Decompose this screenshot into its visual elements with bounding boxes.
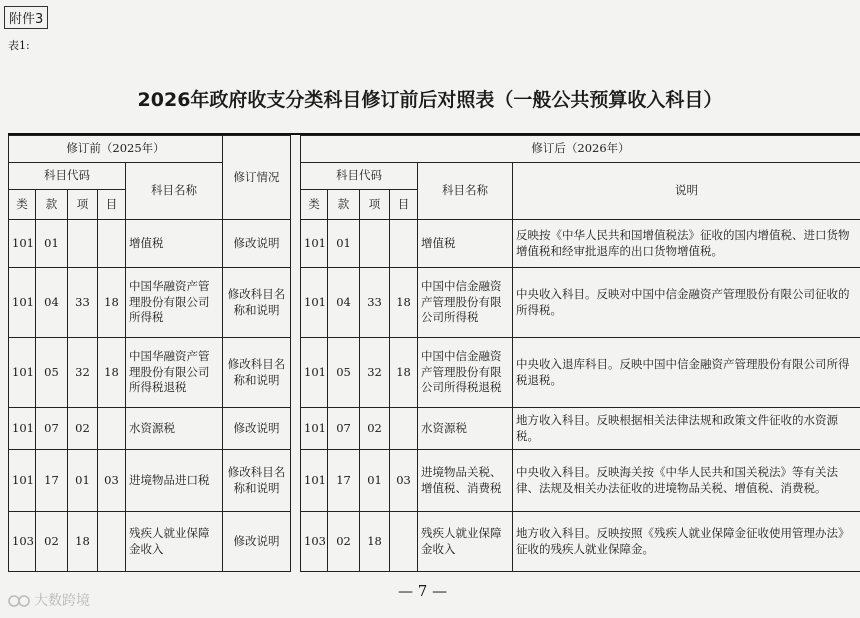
gap-cell: [291, 450, 301, 512]
old-xiang-cell: [68, 220, 98, 268]
new-kuan-cell: 07: [328, 408, 360, 450]
old-mu-cell: 03: [98, 450, 126, 512]
old-kuan-cell: 02: [36, 512, 68, 572]
revision-cell: 修改说明: [223, 512, 291, 572]
logo-icon: [8, 594, 30, 608]
old-name-header: 科目名称: [126, 163, 223, 220]
old-lei-cell: 101: [9, 408, 36, 450]
gap-cell: [291, 512, 301, 572]
old-xiang-cell: 02: [68, 408, 98, 450]
old-xiang-header: 项: [68, 190, 98, 220]
new-name-cell: 中国中信金融资产管理股份有限公司所得税退税: [418, 338, 513, 408]
description-cell: 中央收入科目。反映海关按《中华人民共和国关税法》等有关法律、法规及相关办法征收的进境物品关税、增值税、消费税。: [513, 450, 860, 512]
old-mu-cell: [98, 220, 126, 268]
new-name-cell: 增值税: [418, 220, 513, 268]
new-name-cell: 进境物品关税、增值税、消费税: [418, 450, 513, 512]
old-code-header: 科目代码: [9, 163, 126, 190]
old-xiang-cell: 33: [68, 268, 98, 338]
old-lei-cell: 103: [9, 512, 36, 572]
description-cell: 中央收入退库科目。反映中国中信金融资产管理股份有限公司所得税退税。: [513, 338, 860, 408]
old-lei-cell: 101: [9, 268, 36, 338]
table-row: [9, 450, 860, 512]
gap-cell: [291, 220, 301, 268]
new-mu-cell: 18: [390, 268, 418, 338]
annex-label: 附件3: [4, 6, 48, 29]
old-mu-cell: [98, 512, 126, 572]
revision-cell: 修改科目名称和说明: [223, 268, 291, 338]
new-kuan-cell: 05: [328, 338, 360, 408]
old-name-cell: 进境物品进口税: [126, 450, 223, 512]
new-kuan-cell: 02: [328, 512, 360, 572]
old-mu-cell: 18: [98, 268, 126, 338]
old-xiang-cell: 01: [68, 450, 98, 512]
new-mu-cell: 18: [390, 338, 418, 408]
old-kuan-header: 款: [36, 190, 68, 220]
new-lei-cell: 101: [301, 220, 328, 268]
new-xiang-cell: 33: [360, 268, 390, 338]
old-name-cell: 增值税: [126, 220, 223, 268]
new-mu-cell: [390, 408, 418, 450]
new-xiang-cell: 02: [360, 408, 390, 450]
old-kuan-cell: 01: [36, 220, 68, 268]
table-row: [9, 268, 860, 338]
table-row: [9, 512, 860, 572]
new-lei-header: 类: [301, 190, 328, 220]
new-mu-header: 目: [390, 190, 418, 220]
desc-header: 说明: [513, 163, 860, 220]
gap-cell: [291, 408, 301, 450]
new-name-cell: 残疾人就业保障金收入: [418, 512, 513, 572]
old-name-cell: 水资源税: [126, 408, 223, 450]
old-lei-cell: 101: [9, 450, 36, 512]
new-mu-cell: 03: [390, 450, 418, 512]
document-title: 2026年政府收支分类科目修订前后对照表（一般公共预算收入科目）: [137, 89, 723, 111]
page-number: — 7 —: [398, 582, 448, 600]
description-cell: 反映按《中华人民共和国增值税法》征收的国内增值税、进口货物增值税和经审批退库的出口货物增值税。: [513, 220, 860, 268]
new-kuan-cell: 17: [328, 450, 360, 512]
new-lei-cell: 101: [301, 408, 328, 450]
new-lei-cell: 101: [301, 450, 328, 512]
new-name-cell: 水资源税: [418, 408, 513, 450]
revision-cell: 修改说明: [223, 408, 291, 450]
old-mu-cell: 18: [98, 338, 126, 408]
comparison-table: [8, 135, 860, 572]
table-row: [9, 408, 860, 450]
old-name-cell: 残疾人就业保障金收入: [126, 512, 223, 572]
header-row-1: [9, 136, 860, 163]
table-row: [9, 220, 860, 268]
old-xiang-cell: 32: [68, 338, 98, 408]
old-kuan-cell: 04: [36, 268, 68, 338]
old-kuan-cell: 17: [36, 450, 68, 512]
revision-cell: 修改科目名称和说明: [223, 450, 291, 512]
old-kuan-cell: 05: [36, 338, 68, 408]
watermark: [8, 590, 90, 610]
new-name-header: 科目名称: [418, 163, 513, 220]
new-mu-cell: [390, 512, 418, 572]
gap-cell: [291, 268, 301, 338]
header-row-2: [9, 163, 860, 190]
before-header: 修订前（2025年）: [9, 136, 223, 163]
new-xiang-cell: 01: [360, 450, 390, 512]
new-xiang-cell: 18: [360, 512, 390, 572]
table-row: [9, 338, 860, 408]
new-mu-cell: [390, 220, 418, 268]
revision-header: 修订情况: [223, 136, 291, 220]
table-label: 表1:: [8, 39, 30, 52]
watermark-text: 大数跨境: [34, 593, 90, 609]
new-xiang-cell: [360, 220, 390, 268]
gap-cell: [291, 338, 301, 408]
old-lei-header: 类: [9, 190, 36, 220]
description-cell: 地方收入科目。反映根据相关法律法规和政策文件征收的水资源税。: [513, 408, 860, 450]
new-xiang-header: 项: [360, 190, 390, 220]
old-name-cell: 中国华融资产管理股份有限公司所得税退税: [126, 338, 223, 408]
description-cell: 中央收入科目。反映对中国中信金融资产管理股份有限公司征收的所得税。: [513, 268, 860, 338]
new-kuan-cell: 01: [328, 220, 360, 268]
revision-cell: 修改说明: [223, 220, 291, 268]
revision-cell: 修改科目名称和说明: [223, 338, 291, 408]
new-lei-cell: 103: [301, 512, 328, 572]
old-mu-header: 目: [98, 190, 126, 220]
new-kuan-cell: 04: [328, 268, 360, 338]
new-kuan-header: 款: [328, 190, 360, 220]
description-cell: 地方收入科目。反映按照《残疾人就业保障金征收使用管理办法》征收的残疾人就业保障金。: [513, 512, 860, 572]
column-gap: [291, 136, 301, 220]
old-name-cell: 中国华融资产管理股份有限公司所得税: [126, 268, 223, 338]
new-xiang-cell: 32: [360, 338, 390, 408]
old-xiang-cell: 18: [68, 512, 98, 572]
after-header: 修订后（2026年）: [301, 136, 860, 163]
old-mu-cell: [98, 408, 126, 450]
new-name-cell: 中国中信金融资产管理股份有限公司所得税: [418, 268, 513, 338]
old-lei-cell: 101: [9, 338, 36, 408]
new-lei-cell: 101: [301, 338, 328, 408]
new-code-header: 科目代码: [301, 163, 418, 190]
old-kuan-cell: 07: [36, 408, 68, 450]
old-lei-cell: 101: [9, 220, 36, 268]
new-lei-cell: 101: [301, 268, 328, 338]
